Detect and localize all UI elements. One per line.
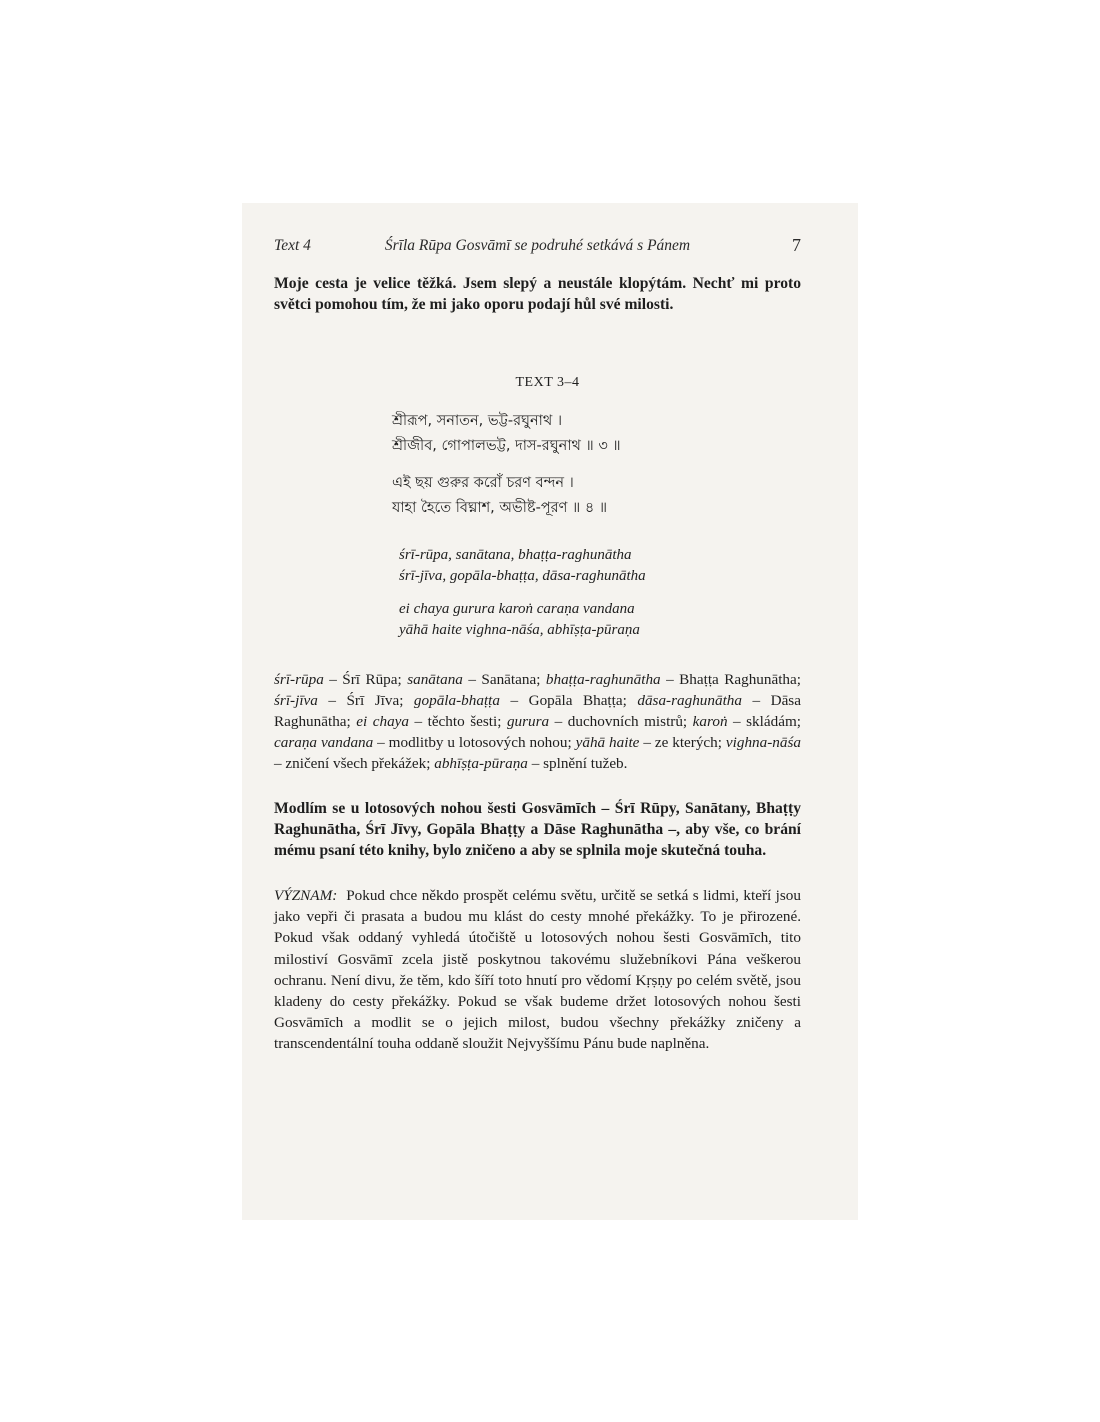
bengali-line: শ্রীরূপ, সনাতন, ভট্ট-রঘুনাথ । xyxy=(392,413,563,429)
synonym-term: yāhā haite xyxy=(575,734,640,751)
synonym-meaning: – těchto šesti; xyxy=(409,713,507,730)
synonym-term: gopāla-bhaṭṭa xyxy=(413,692,500,709)
synonym-term: dāsa-raghunātha xyxy=(637,692,742,709)
transliteration-line: śrī-jīva, gopāla-bhaṭṭa, dāsa-raghunātha xyxy=(399,568,646,584)
synonym-term: bhaṭṭa-raghunātha xyxy=(545,671,661,688)
synonym-term: vighna-nāśa xyxy=(725,734,801,751)
synonym-term: ei chaya xyxy=(356,713,409,730)
page-content xyxy=(274,233,801,1070)
page-number: 7 xyxy=(792,235,801,255)
bengali-line: এই ছয় গুরুর করোঁ চরণ বন্দন । xyxy=(392,475,574,491)
synonym-term: abhīṣṭa-pūraṇa xyxy=(434,755,528,772)
synonym-meaning: – zničení všech překážek; xyxy=(274,755,435,772)
bengali-line: শ্রীজীব, গোপালভট্ট, দাস-রঘুনাথ ॥ ৩ ॥ xyxy=(392,438,621,454)
running-head-text-number: Text 4 xyxy=(274,237,311,254)
verse-heading: TEXT 3–4 xyxy=(515,375,580,390)
purport xyxy=(274,885,801,1055)
synonym-term: śrī-jīva xyxy=(274,692,318,709)
synonym-term: sanātana xyxy=(407,671,463,688)
word-for-word-synonyms xyxy=(274,669,801,774)
synonym-meaning: – duchovních mistrů; xyxy=(549,713,693,730)
synonym-term: śrī-rūpa xyxy=(274,671,324,688)
synonym-meaning: – Dāsa Raghunātha; xyxy=(274,692,801,730)
purport-text: Pokud chce někdo prospět celému světu, určitě se setká s lidmi, kteří jsou jako vepři či prasata a budou mu klást do cesty mnohé překážky. To je přirozené. Pokud však oddaný vyhledá útočiště u lotosových nohou šesti Gosvāmīch, tito milostiví Gosvāmī zcela jistě poskytnou takovému služebníkovi Pána veškerou ochranu. Není divu, že těm, kdo šíří toto hnutí pro vědomí Kṛṣṇy po celém světě, jsou kladeny do cesty překážky. Pokud se však budeme držet lotosových nohou šesti Gosvāmīch a modlit se o jejich milost, budou všechny překážky zničeny a transcendentální touha oddaně sloužit Nejvyššímu Pánu bude naplněna. xyxy=(274,887,801,1053)
synonym-meaning: – Śrī Jīva; xyxy=(317,692,414,709)
bengali-verse xyxy=(274,409,801,521)
synonym-meaning: – Śrī Rūpa; xyxy=(323,671,408,688)
synonym-meaning: – splnění tužeb. xyxy=(527,755,628,772)
synonym-meaning: – Gopāla Bhaṭṭa; xyxy=(499,692,638,709)
synonym-meaning: – modlitby u lotosových nohou; xyxy=(373,734,576,751)
previous-translation: Moje cesta je velice těžká. Jsem slepý a neustále klopýtám. Nechť mi proto světci pomohou tím, že mi jako oporu podají hůl své milosti. xyxy=(274,275,801,313)
synonym-term: gurura xyxy=(506,713,550,730)
synonym-term: caraṇa vandana xyxy=(274,734,374,751)
verse-translation: Modlím se u lotosových nohou šesti Gosvāmīch – Śrī Rūpy, Sanātany, Bhaṭṭy Raghunātha, Śrī Jīvy, Gopāla Bhaṭṭy a Dāse Raghunātha –, aby vše, co brání mému psaní této knihy, bylo zničeno a aby se splnila moje skutečná touha. xyxy=(274,800,801,859)
transliteration xyxy=(274,545,801,641)
running-head-chapter-title: Śrīla Rūpa Gosvāmī se podruhé setkává s Pánem xyxy=(384,237,691,254)
transliteration-line: śrī-rūpa, sanātana, bhaṭṭa-raghunātha xyxy=(399,547,632,563)
book-page xyxy=(242,203,858,1220)
synonym-meaning: – skládám; xyxy=(727,713,801,730)
synonym-meaning: – ze kterých; xyxy=(639,734,726,751)
purport-label: VÝZNAM: xyxy=(274,887,338,904)
synonym-meaning: – Sanātana; xyxy=(462,671,546,688)
transliteration-line: ei chaya gurura karoṅ caraṇa vandana xyxy=(399,601,635,617)
synonym-term: karoṅ xyxy=(692,713,728,730)
transliteration-line: yāhā haite vighna-nāśa, abhīṣṭa-pūraṇa xyxy=(399,622,640,638)
running-head xyxy=(274,233,801,259)
bengali-line: যাহা হৈতে বিঘ্নাশ, অভীষ্ট-পূরণ ॥ ৪ ॥ xyxy=(392,500,608,516)
synonym-meaning: – Bhaṭṭa Raghunātha; xyxy=(660,671,801,688)
